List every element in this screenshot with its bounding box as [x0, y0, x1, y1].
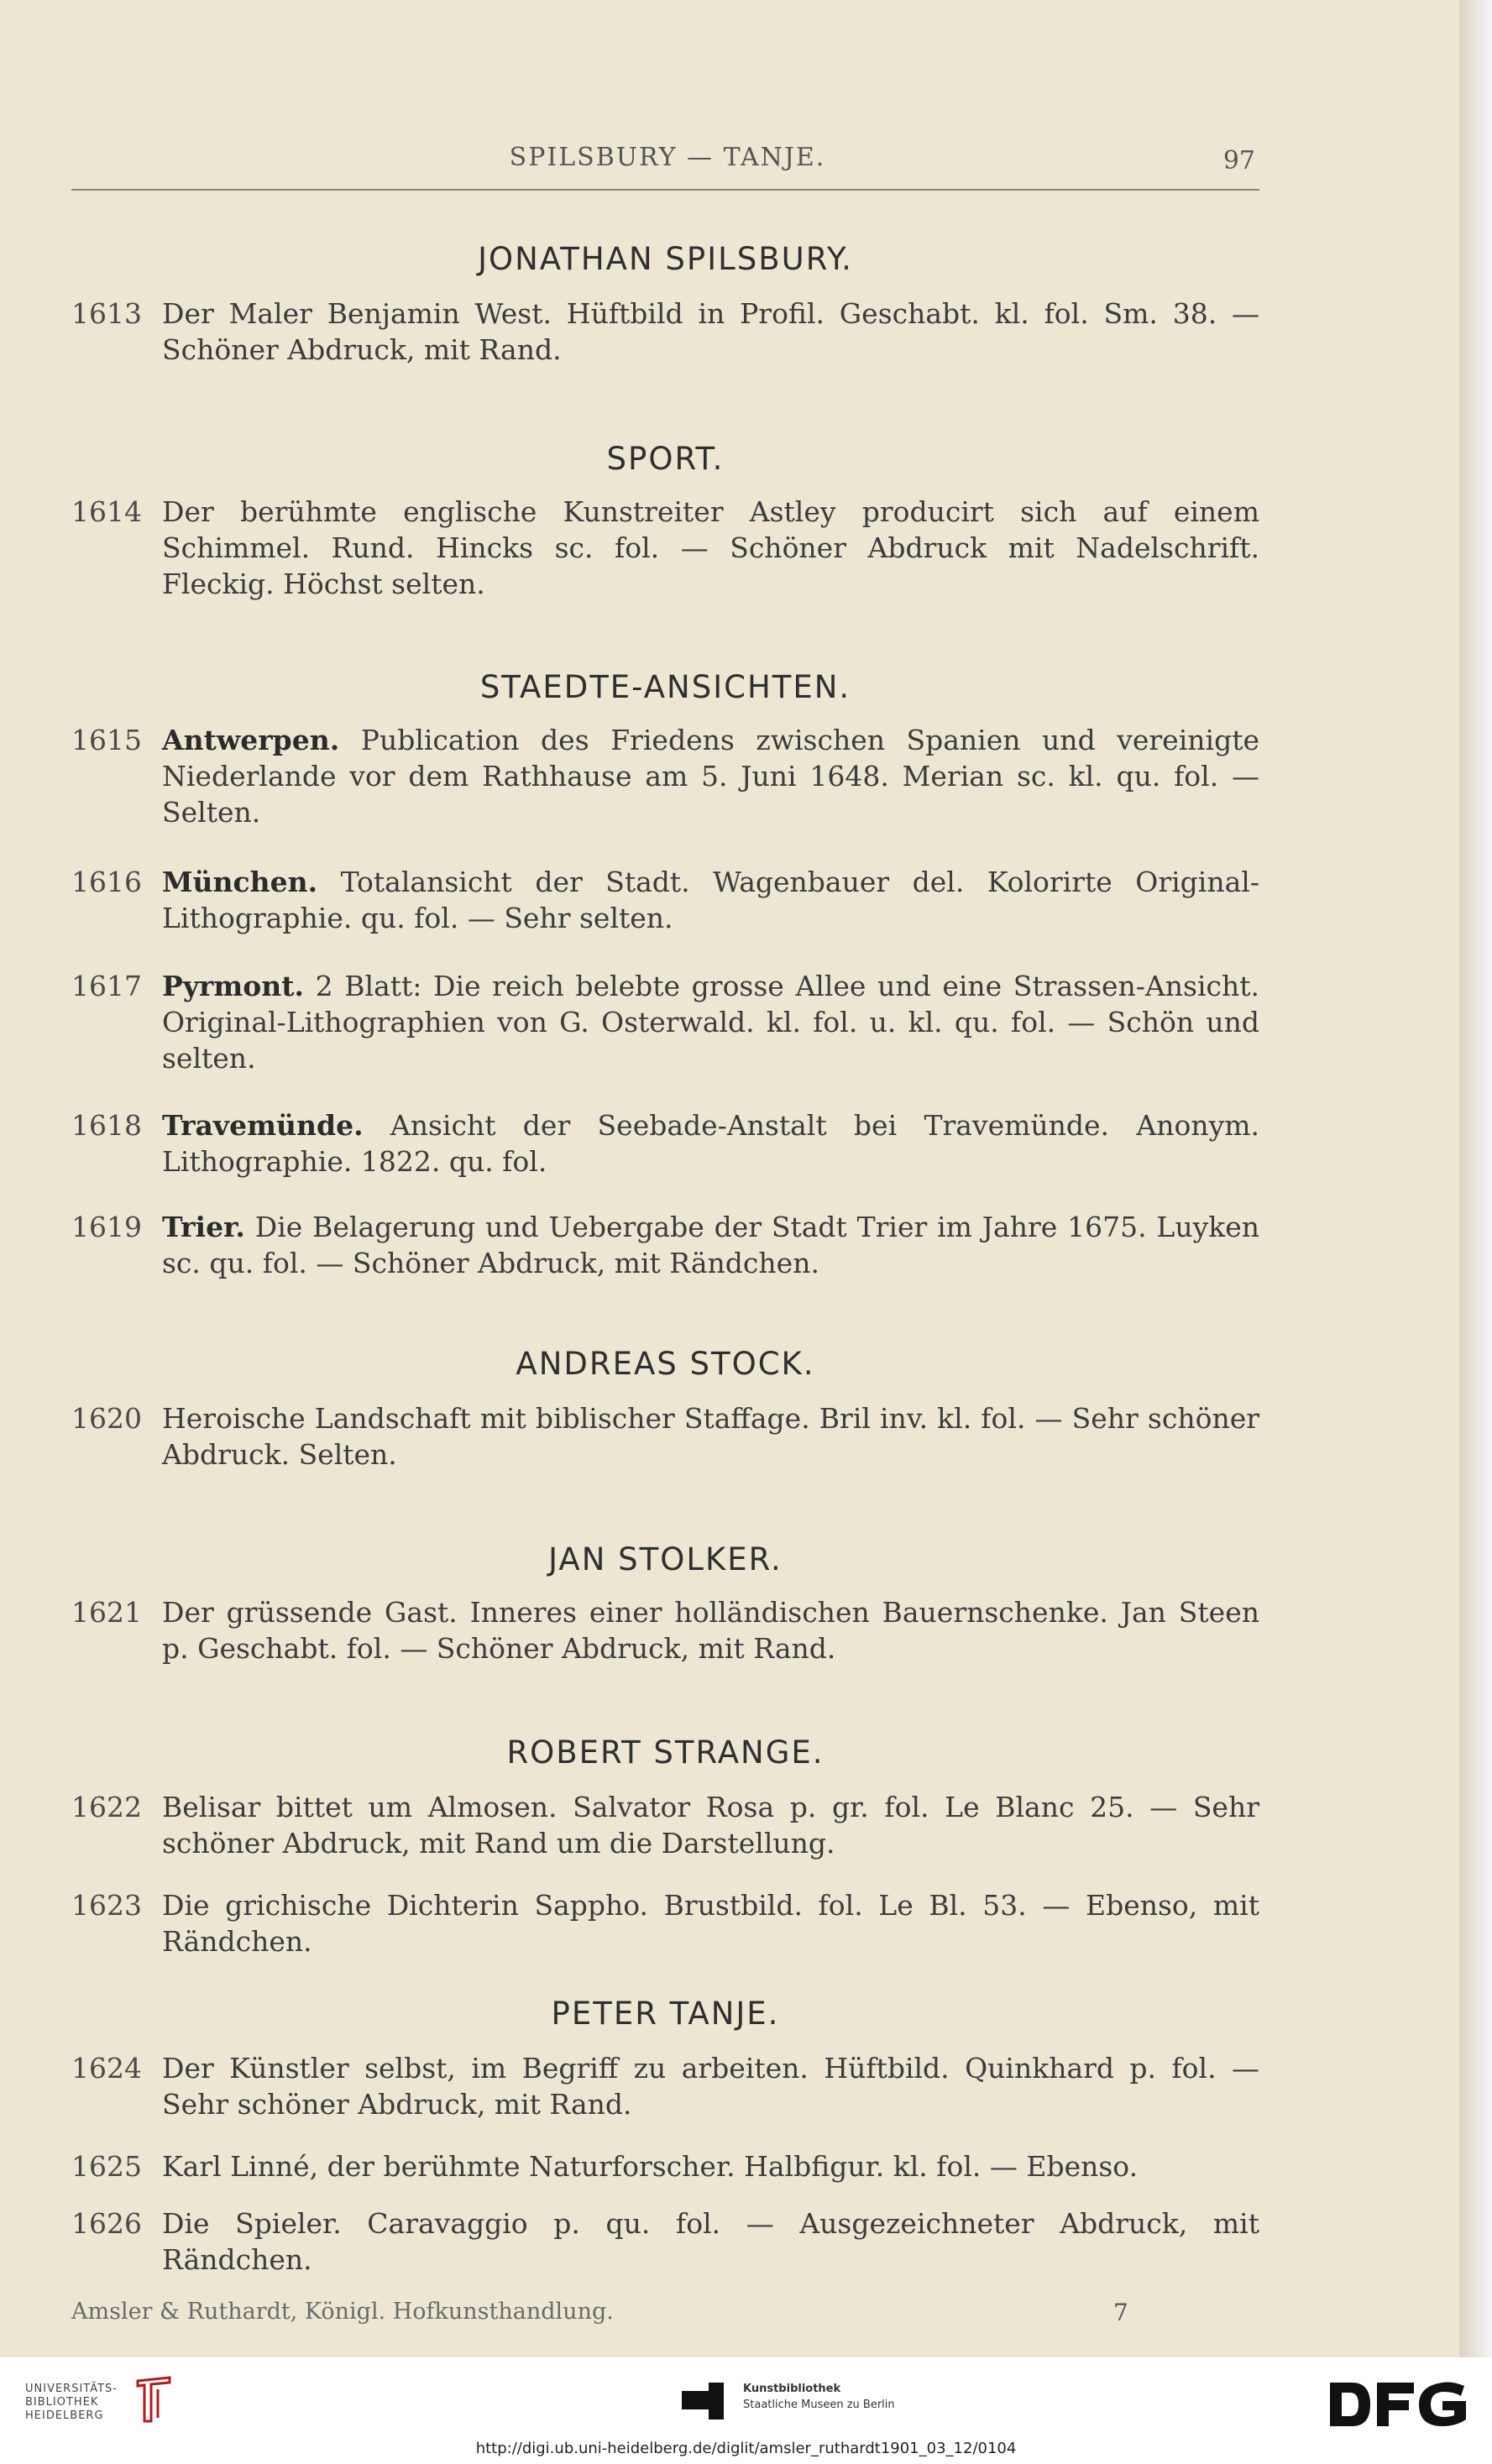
catalog-entry	[71, 1789, 1259, 1861]
entry-number: 1623	[71, 1889, 142, 1922]
catalog-entry	[71, 864, 1259, 936]
entry-number: 1625	[71, 2150, 142, 2183]
entry-text: Die Belagerung und Uebergabe der Stadt Trier im Jahre 1675. Luyken sc. qu. fol. — Schöner Abdruck, mit Rändchen.	[162, 1211, 1259, 1279]
catalog-entry	[71, 1400, 1259, 1473]
university-line: BIBLIOTHEK	[25, 2396, 99, 2409]
entry-text: Die Spieler. Caravaggio p. qu. fol. — Ausgezeichneter Abdruck, mit Rändchen.	[162, 2207, 1259, 2276]
section-title: PETER TANJE.	[551, 1996, 780, 2032]
section-title: ROBERT STRANGE.	[506, 1734, 825, 1771]
entry-number: 1624	[71, 2052, 142, 2085]
section-title: SPORT.	[606, 441, 725, 477]
university-line: UNIVERSITÄTS-	[25, 2383, 118, 2395]
catalog-entry	[71, 1594, 1259, 1666]
entry-text: Der Künstler selbst, im Begriff zu arbeiten. Hüftbild. Quinkhard p. fol. — Sehr schöner Abdruck, mit Rand.	[162, 2052, 1259, 2121]
catalog-entry	[71, 2205, 1259, 2278]
kb-title: Kunstbibliothek	[743, 2383, 841, 2395]
entry-heading: München.	[162, 866, 318, 898]
dfg-logo-icon	[1327, 2378, 1469, 2431]
catalog-entry	[71, 722, 1259, 830]
university-line: HEIDELBERG	[25, 2409, 104, 2422]
catalog-entry	[71, 296, 1259, 368]
entry-number: 1614	[71, 495, 142, 528]
entry-number: 1622	[71, 1791, 142, 1823]
page-number: 97	[1222, 146, 1255, 175]
kb-subtitle: Staatliche Museen zu Berlin	[743, 2399, 895, 2411]
entry-heading: Pyrmont.	[162, 970, 305, 1002]
catalog-entry	[71, 1209, 1259, 1281]
university-logo-icon	[133, 2374, 175, 2425]
entry-text: Totalansicht der Stadt. Wagenbauer del. Kolorirte Original-Lithographie. qu. fol. — Sehr selten.	[162, 866, 1259, 934]
publisher-footer: Amsler & Ruthardt, Königl. Hofkunsthandlung.	[71, 2299, 614, 2325]
entry-text: Der Maler Benjamin West. Hüftbild in Profil. Geschabt. kl. fol. Sm. 38. — Schöner Abdruck, mit Rand.	[162, 297, 1259, 366]
entry-number: 1621	[71, 1596, 142, 1629]
running-header	[80, 143, 1255, 183]
entry-number: 1620	[71, 1402, 142, 1435]
entry-text: Belisar bittet um Almosen. Salvator Rosa p. gr. fol. Le Blanc 25. — Sehr schöner Abdruck, mit Rand um die Darstellung.	[162, 1791, 1259, 1860]
section-title: JAN STOLKER.	[548, 1541, 783, 1577]
entry-text: Der grüssende Gast. Inneres einer holländischen Bauernschenke. Jan Steen p. Geschabt. fol. — Schöner Abdruck, mit Rand.	[162, 1596, 1259, 1665]
kunstbibliothek-logo-icon	[682, 2379, 732, 2423]
entry-heading: Antwerpen.	[162, 724, 340, 756]
entry-number: 1618	[71, 1109, 142, 1142]
entry-number: 1626	[71, 2207, 142, 2240]
section-title: JONATHAN SPILSBURY.	[478, 241, 853, 277]
section-title: ANDREAS STOCK.	[516, 1346, 815, 1382]
catalog-entry	[71, 1107, 1259, 1180]
entry-heading: Trier.	[162, 1211, 245, 1243]
entry-text: Publication des Friedens zwischen Spanien und vereinigte Niederlande vor dem Rathhause am 5. Juni 1648. Merian sc. kl. qu. fol. — Selten.	[162, 724, 1259, 829]
header-rule	[71, 189, 1259, 191]
catalog-entry	[71, 1887, 1259, 1959]
page-edge	[1459, 0, 1492, 2357]
catalog-entry	[71, 494, 1259, 602]
signature-mark: 7	[1113, 2299, 1128, 2326]
entry-text: Ansicht der Seebade-Anstalt bei Travemünde. Anonym. Lithographie. 1822. qu. fol.	[162, 1109, 1260, 1178]
entry-number: 1613	[71, 297, 142, 330]
entry-number: 1615	[71, 724, 142, 756]
source-url[interactable]: http://digi.ub.uni-heidelberg.de/diglit/amsler_ruthardt1901_03_12/0104	[475, 2440, 1017, 2457]
catalog-entry	[71, 968, 1259, 1076]
entry-number: 1617	[71, 970, 142, 1002]
entry-text: 2 Blatt: Die reich belebte grosse Allee und eine Strassen-Ansicht. Original-Lithographien von G. Osterwald. kl. fol. u. kl. qu. fol. — Schön und selten.	[162, 970, 1259, 1075]
entry-text: Karl Linné, der berühmte Naturforscher. Halbfigur. kl. fol. — Ebenso.	[162, 2150, 1139, 2183]
entry-text: Der berühmte englische Kunstreiter Astley producirt sich auf einem Schimmel. Rund. Hincks sc. fol. — Schöner Abdruck mit Nadelschrift. Fleckig. Höchst selten.	[162, 495, 1259, 600]
entry-heading: Travemünde.	[162, 1109, 364, 1142]
catalog-entry	[71, 2050, 1259, 2122]
header-title: SPILSBURY — TANJE.	[509, 143, 826, 172]
section-title: STAEDTE-ANSICHTEN.	[479, 669, 851, 705]
university-library-label	[25, 2383, 118, 2423]
entry-number: 1619	[71, 1211, 142, 1243]
catalog-entry	[71, 2148, 1259, 2184]
entry-text: Die grichische Dichterin Sappho. Brustbild. fol. Le Bl. 53. — Ebenso, mit Rändchen.	[162, 1889, 1259, 1958]
kunstbibliothek-label	[743, 2381, 895, 2413]
entry-text: Heroische Landschaft mit biblischer Staffage. Bril inv. kl. fol. — Sehr schöner Abdruck. Selten.	[162, 1402, 1259, 1471]
entry-number: 1616	[71, 866, 142, 898]
